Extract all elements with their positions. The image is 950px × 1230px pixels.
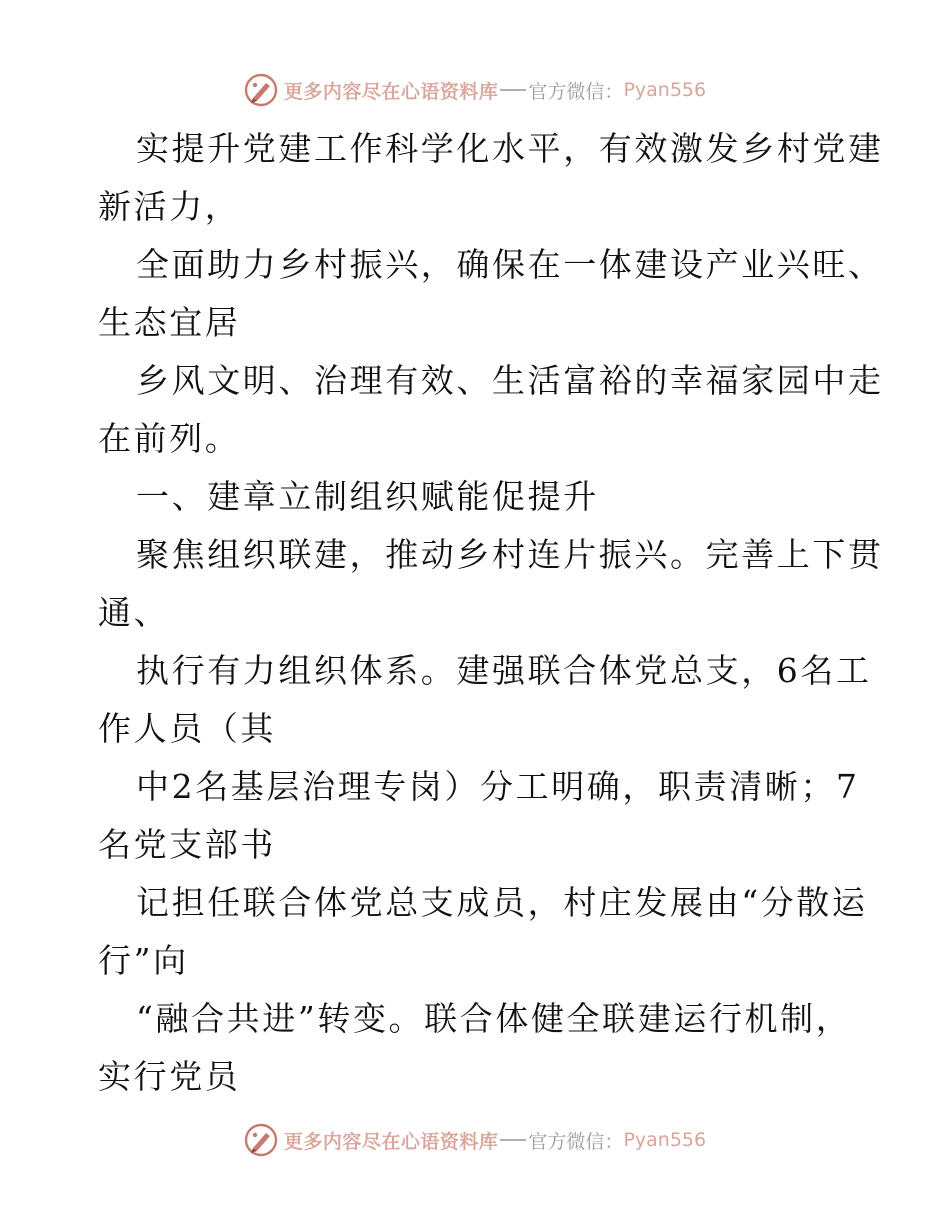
paragraph-line: 生态宜居 [98,303,241,342]
paragraph-line: 聚焦组织联建，推动乡村连片振兴。完善上下贯 [136,535,884,574]
paragraph-line: 通、 [98,593,170,632]
footer-watermark-banner [0,1120,950,1160]
paragraph-line: 全面助力乡村振兴，确保在一体建设产业兴旺、 [136,245,884,284]
wechat-label: 官方微信： [528,80,624,103]
paragraph-line: 记担任联合体党总支成员，村庄发展由“分散运 [136,883,868,922]
paragraph-line: “融合共进”转变。联合体健全联建运行机制， [136,999,852,1038]
banner-divider [500,89,526,91]
wechat-id: Pyan556 [623,79,707,101]
paragraph-line: 执行有力组织体系。建强联合体党总支，6名工 [136,651,872,690]
paragraph-line: 实提升党建工作科学化水平，有效激发乡村党建 [136,129,884,168]
paragraph-line: 在前列。 [98,419,241,458]
banner-divider [500,1139,526,1141]
paragraph-line: 中2名基层治理专岗）分工明确，职责清晰；7 [136,767,860,806]
section-heading: 一、建章立制组织赋能促提升 [136,477,599,516]
paragraph-line: 乡风文明、治理有效、生活富裕的幸福家园中走 [136,361,884,400]
brand-text: 更多内容尽在心语资料库 [283,1130,499,1153]
paragraph-line: 名党支部书 [98,825,276,864]
paragraph-line: 行”向 [98,941,189,980]
header-watermark-banner [0,70,950,110]
wechat-label: 官方微信： [528,1130,624,1153]
paragraph-line: 实行党员 [98,1057,241,1096]
paragraph-line: 新活力， [98,187,241,226]
pen-logo-icon [244,73,278,107]
document-body [98,120,884,1106]
brand-text: 更多内容尽在心语资料库 [283,80,499,103]
wechat-id: Pyan556 [623,1129,707,1151]
paragraph-line: 作人员（其 [98,709,276,748]
pen-logo-icon [244,1123,278,1157]
